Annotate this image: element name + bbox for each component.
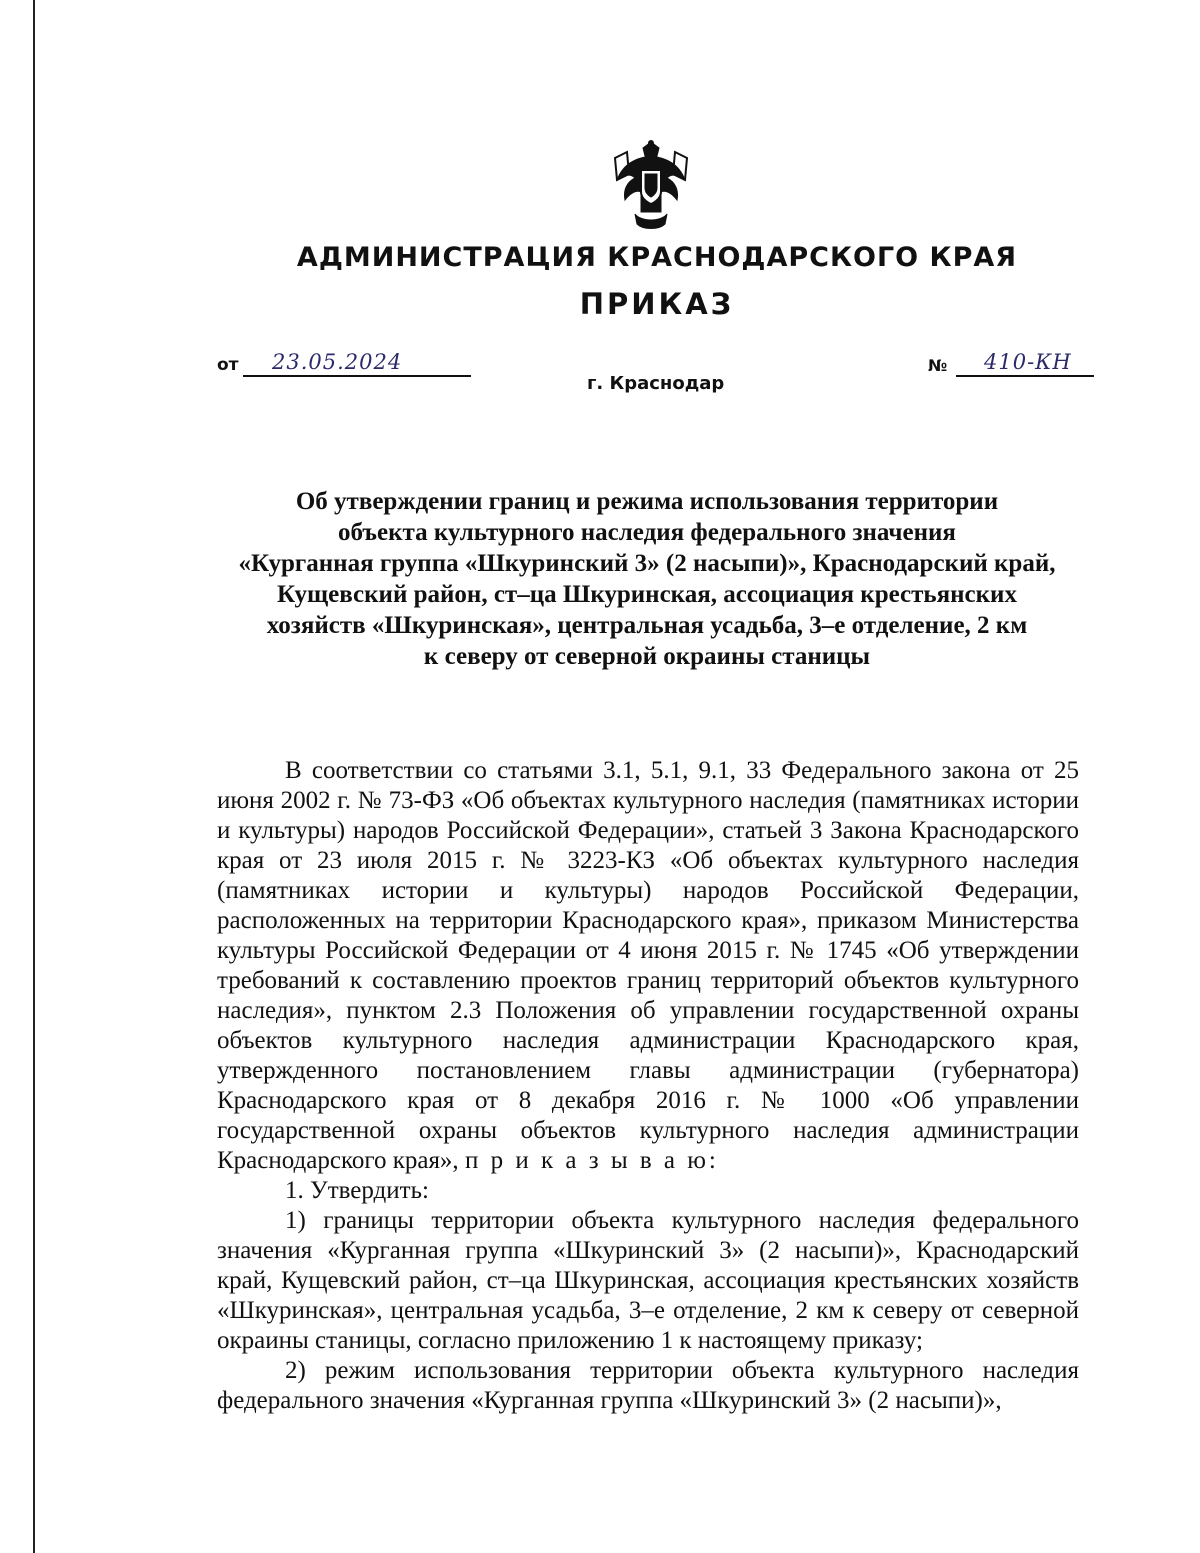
scan-edge-line [33, 0, 35, 1553]
title-line: к северу от северной окраины станицы [423, 643, 871, 670]
title-line: хозяйств «Шкуринская», центральная усадьба, 3–е отделение, 2 км [266, 612, 1028, 639]
number-underline [956, 374, 1094, 377]
order-title [210, 486, 1084, 672]
document-type: ПРИКАЗ [579, 287, 735, 321]
city-name: г. Краснодар [587, 373, 725, 394]
title-line: Об утверждении границ и режима использования территории [295, 488, 999, 515]
item-1: 1. Утвердить: [285, 1177, 429, 1204]
organization-name: АДМИНИСТРАЦИЯ КРАСНОДАРСКОГО КРАЯ [296, 242, 1018, 273]
preamble-paragraph [217, 756, 1079, 1176]
item-1-2: 2) режим использования территории объекта культурного наследия федерального значения «Курганная группа «Шкуринский 3» (2 насыпи)», [217, 1357, 1079, 1414]
number-label: № [928, 356, 948, 375]
date-underline [243, 374, 471, 377]
preamble-text: В соответствии со статьями 3.1, 5.1, 9.1, 33 Федерального закона от 25 июня 2002 г. № 73-ФЗ «Об объектах культурного наследия (памятниках истории и культуры) народов Российской Федерации», статьей 3 Закона Краснодарского края от 23 июля 2015 г. № 3223-КЗ «Об объектах культурного наследия (памятниках истории и культуры) народов Российской Федерации, расположенных на территории Краснодарского края», приказом Министерства культуры Российской Федерации от 4 июня 2015 г. № 1745 «Об утверждении требований к составлению проектов границ территорий объектов культурного наследия», пунктом 2.3 Положения об управлении государственной охраны объектов культурного наследия администрации Краснодарского края, утвержденного постановлением главы администрации (губернатора) Краснодарского края от 8 декабря 2016 г. № 1000 «Об управлении государственной охраны объектов культурного наследия администрации Краснодарского края», [217, 757, 1079, 1174]
coat-of-arms-icon [605, 140, 697, 232]
title-line: объекта культурного наследия федерального значения [338, 519, 956, 546]
order-body [217, 756, 1079, 1416]
order-verb: п р и к а з ы в а ю: [464, 1147, 719, 1174]
date-label: от [217, 355, 239, 375]
handwritten-date: 23.05.2024 [272, 350, 403, 374]
title-line: Кущевский район, ст–ца Шкуринская, ассоциация крестьянских [277, 581, 1017, 608]
handwritten-number: 410-КН [984, 350, 1072, 374]
title-line: «Курганная группа «Шкуринский 3» (2 насыпи)», Краснодарский край, [238, 550, 1056, 577]
item-1-1: 1) границы территории объекта культурного наследия федерального значения «Курганная группа «Шкуринский 3» (2 насыпи)», Краснодарский край, Кущевский район, ст–ца Шкуринская, ассоциация крестьянских хозяйств «Шкуринская», центральная усадьба, 3–е отделение, 2 км к северу от северной окраины станицы, согласно приложению 1 к настоящему приказу; [217, 1207, 1079, 1354]
